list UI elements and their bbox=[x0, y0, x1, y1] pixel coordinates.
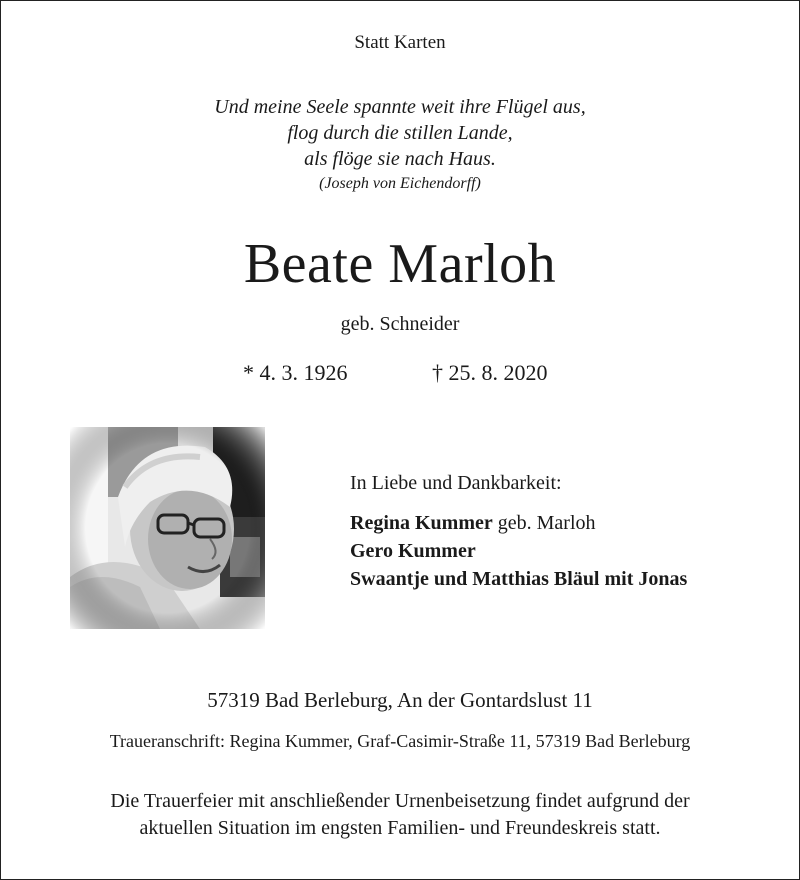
birth-date: * 4. 3. 1926 bbox=[243, 360, 348, 385]
mourning-address: Traueranschrift: Regina Kummer, Graf-Casimir-Straße 11, 57319 Bad Berleburg bbox=[109, 731, 691, 751]
poem-author: (Joseph von Eichendorff) bbox=[319, 175, 481, 192]
mourner-entry bbox=[350, 565, 687, 593]
mourners-intro: In Liebe und Dankbarkeit: bbox=[350, 472, 562, 494]
poem-line: als flöge sie nach Haus. bbox=[304, 148, 496, 170]
mourner-suffix: geb. Marloh bbox=[492, 512, 596, 534]
notice-line: aktuellen Situation im engsten Familien- und Freundeskreis statt. bbox=[139, 817, 661, 839]
mourner-name: Regina Kummer bbox=[350, 512, 493, 534]
notice-line: Die Trauerfeier mit anschließender Urnenbeisetzung findet aufgrund der bbox=[110, 790, 690, 812]
portrait-image bbox=[70, 427, 265, 629]
residence-address: 57319 Bad Berleburg, An der Gontardslust 11 bbox=[207, 688, 593, 712]
maiden-name: geb. Schneider bbox=[340, 313, 460, 335]
funeral-notice bbox=[0, 788, 800, 842]
death-date: † 25. 8. 2020 bbox=[432, 360, 548, 385]
mourner-entry bbox=[350, 509, 687, 537]
mourner-name: Gero Kummer bbox=[350, 540, 476, 562]
statt-karten-label: Statt Karten bbox=[354, 32, 446, 53]
mourner-name: Swaantje und Matthias Bläul mit Jonas bbox=[350, 568, 688, 590]
mourners-block bbox=[350, 469, 687, 593]
poem-line: flog durch die stillen Lande, bbox=[287, 122, 513, 144]
poem-line: Und meine Seele spannte weit ihre Flügel aus, bbox=[214, 96, 586, 118]
poem bbox=[0, 94, 800, 172]
portrait-photo bbox=[70, 427, 265, 629]
mourner-entry bbox=[350, 537, 687, 565]
deceased-name: Beate Marloh bbox=[243, 233, 557, 295]
